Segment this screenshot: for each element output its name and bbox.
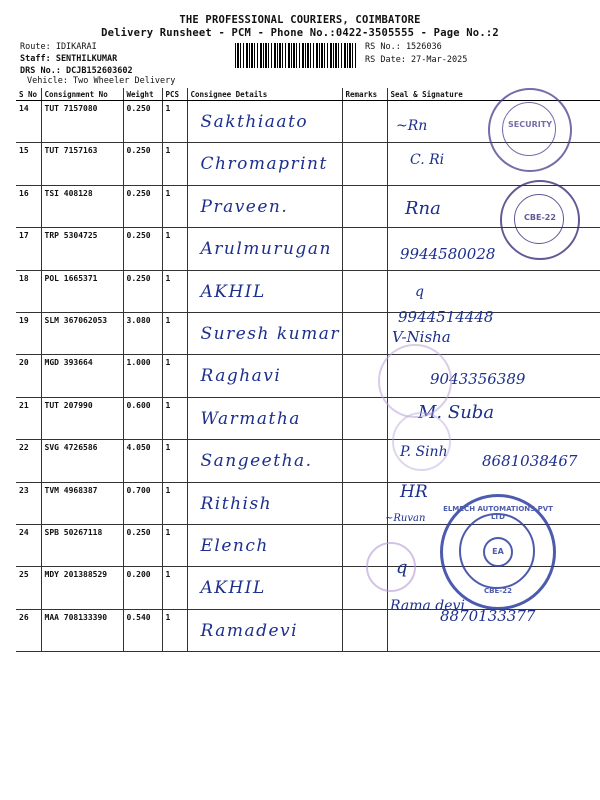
consignee-handwriting: AKHIL: [200, 281, 266, 302]
row-weight: 3.080: [123, 312, 162, 354]
row-sno: 20: [16, 355, 41, 397]
signature-phone-22: 8681038467: [482, 452, 578, 470]
row-sno: 19: [16, 312, 41, 354]
elmech-logo-icon: EA: [483, 537, 513, 567]
row-pcs: 1: [162, 270, 187, 312]
signature-phone-26: 8870133377: [440, 607, 536, 625]
row-pcs: 1: [162, 355, 187, 397]
vehicle-label: Vehicle: Two Wheeler Delivery: [27, 76, 176, 86]
row-sno: 24: [16, 524, 41, 566]
row-remarks: [342, 143, 387, 185]
row-consignment-no: MGD 393664: [41, 355, 123, 397]
row-consignee: [187, 609, 342, 651]
row-consignee: [187, 567, 342, 609]
row-consignee: [187, 185, 342, 227]
row-weight: 0.250: [123, 101, 162, 143]
row-consignment-no: POL 1665371: [41, 270, 123, 312]
row-remarks: [342, 312, 387, 354]
row-weight: 1.000: [123, 355, 162, 397]
row-remarks: [342, 185, 387, 227]
signature-phone-19: 9944514448: [398, 308, 494, 326]
col-pcs: PCS: [162, 88, 187, 101]
rs-date: RS Date: 27-Mar-2025: [365, 55, 468, 65]
consignee-handwriting: Rithish: [200, 493, 273, 514]
row-pcs: 1: [162, 312, 187, 354]
col-weight: Weight: [123, 88, 162, 101]
consignee-handwriting: Sangeetha.: [200, 451, 313, 472]
row-consignee: [187, 440, 342, 482]
consignee-handwriting: Warmatha: [200, 408, 301, 429]
row-pcs: 1: [162, 185, 187, 227]
signature-22: P. Sinh: [400, 444, 448, 460]
document-title: THE PROFESSIONAL COURIERS, COIMBATORE: [179, 14, 421, 26]
row-pcs: 1: [162, 567, 187, 609]
row-consignee: [187, 270, 342, 312]
row-weight: 0.600: [123, 397, 162, 439]
row-sno: 22: [16, 440, 41, 482]
row-consignment-no: TUT 207990: [41, 397, 123, 439]
row-consignment-no: SVG 4726586: [41, 440, 123, 482]
row-pcs: 1: [162, 101, 187, 143]
consignee-handwriting: Sakthiaato: [200, 112, 309, 132]
row-remarks: [342, 482, 387, 524]
row-remarks: [342, 609, 387, 651]
row-sno: 25: [16, 567, 41, 609]
col-consignee: Consignee Details: [187, 88, 342, 101]
faded-engineering-stamp: [378, 344, 452, 418]
row-sno: 14: [16, 101, 41, 143]
row-remarks: [342, 101, 387, 143]
table-row: [16, 312, 600, 354]
signature-14: ~Rn: [396, 118, 428, 134]
row-remarks: [342, 397, 387, 439]
row-consignee: [187, 312, 342, 354]
signature-21: M. Suba: [418, 402, 495, 423]
signature-15: C. Ri: [410, 152, 445, 168]
row-consignment-no: MDY 201388529: [41, 567, 123, 609]
row-weight: 0.250: [123, 228, 162, 270]
row-sno: 17: [16, 228, 41, 270]
row-weight: 0.250: [123, 185, 162, 227]
row-consignment-no: MAA 708133390: [41, 609, 123, 651]
row-pcs: 1: [162, 397, 187, 439]
col-sno: S No: [16, 88, 41, 101]
consignee-handwriting: AKHIL: [200, 578, 266, 599]
signature-18: q: [415, 284, 424, 300]
signature-initials-23: HR: [400, 482, 428, 502]
row-pcs: 1: [162, 143, 187, 185]
row-consignment-no: SLM 367062053: [41, 312, 123, 354]
row-pcs: 1: [162, 482, 187, 524]
engineering-college-stamp: [500, 180, 580, 260]
row-consignment-no: TRP 5304725: [41, 228, 123, 270]
row-consignee: [187, 482, 342, 524]
consignee-handwriting: Raghavi: [200, 366, 282, 387]
signature-phone-20: 9043356389: [430, 370, 526, 388]
drs-number: DRS No.: DCJB152603602: [20, 66, 133, 76]
security-stamp: [488, 88, 572, 172]
consignee-handwriting: Suresh kumar: [200, 323, 340, 344]
barcode: [235, 43, 357, 68]
row-sno: 15: [16, 143, 41, 185]
row-weight: 0.700: [123, 482, 162, 524]
row-sno: 18: [16, 270, 41, 312]
elmech-stamp: [440, 494, 556, 610]
rs-number: RS No.: 1526036: [365, 42, 442, 52]
signature-26: Rama devi: [390, 598, 465, 614]
col-consignment: Consignment No: [41, 88, 123, 101]
row-consignment-no: SPB 50267118: [41, 524, 123, 566]
signature-16: Rna: [405, 198, 441, 219]
row-consignment-no: TVM 4968387: [41, 482, 123, 524]
route-label: Route: IDIKARAI: [20, 42, 97, 52]
col-seal-signature: Seal & Signature: [387, 88, 600, 101]
row-consignee: [187, 143, 342, 185]
row-remarks: [342, 270, 387, 312]
row-pcs: 1: [162, 524, 187, 566]
document-subtitle: Delivery Runsheet - PCM - Phone No.:0422-3505555 - Page No.:2: [101, 27, 499, 39]
row-weight: 0.200: [123, 567, 162, 609]
row-consignee: [187, 228, 342, 270]
row-sno: 23: [16, 482, 41, 524]
row-consignment-no: TUT 7157163: [41, 143, 123, 185]
row-weight: 0.540: [123, 609, 162, 651]
row-weight: 0.250: [123, 524, 162, 566]
row-consignee: [187, 101, 342, 143]
consignee-handwriting: Elench: [200, 535, 269, 556]
row-sno: 16: [16, 185, 41, 227]
row-consignment-no: TSI 408128: [41, 185, 123, 227]
consignee-handwriting: Arulmurugan: [200, 239, 332, 260]
staff-label: Staff: SENTHILKUMAR: [20, 54, 118, 64]
signature-name-19: V-Nisha: [392, 328, 451, 346]
signature-phone-17: 9944580028: [400, 245, 496, 263]
row-consignment-no: TUT 7157080: [41, 101, 123, 143]
consignee-handwriting: Chromaprint: [200, 154, 328, 175]
row-remarks: [342, 440, 387, 482]
signature-25: q: [396, 557, 408, 578]
table-row: [16, 397, 600, 439]
row-sno: 21: [16, 397, 41, 439]
elmech-stamp-name: ELMECH AUTOMATIONS PVT LTD: [443, 505, 553, 521]
row-weight: 4.050: [123, 440, 162, 482]
table-row: [16, 270, 600, 312]
row-weight: 0.250: [123, 270, 162, 312]
consignee-handwriting: Ramadevi: [200, 620, 299, 641]
signature-24: ~Ruvan: [385, 513, 426, 524]
row-remarks: [342, 228, 387, 270]
security-stamp-text: SECURITY: [508, 120, 552, 129]
row-pcs: 1: [162, 609, 187, 651]
col-remarks: Remarks: [342, 88, 387, 101]
elmech-stamp-code: CBE-22: [484, 587, 512, 595]
row-consignee: [187, 355, 342, 397]
row-consignee: [187, 524, 342, 566]
row-sno: 26: [16, 609, 41, 651]
row-weight: 0.250: [123, 143, 162, 185]
faded-stamp-2: [392, 412, 451, 471]
consignee-handwriting: Praveen.: [200, 196, 289, 217]
purple-round-stamp: [366, 542, 416, 592]
row-pcs: 1: [162, 440, 187, 482]
engineering-stamp-code: CBE-22: [524, 213, 556, 222]
row-consignee: [187, 397, 342, 439]
row-pcs: 1: [162, 228, 187, 270]
